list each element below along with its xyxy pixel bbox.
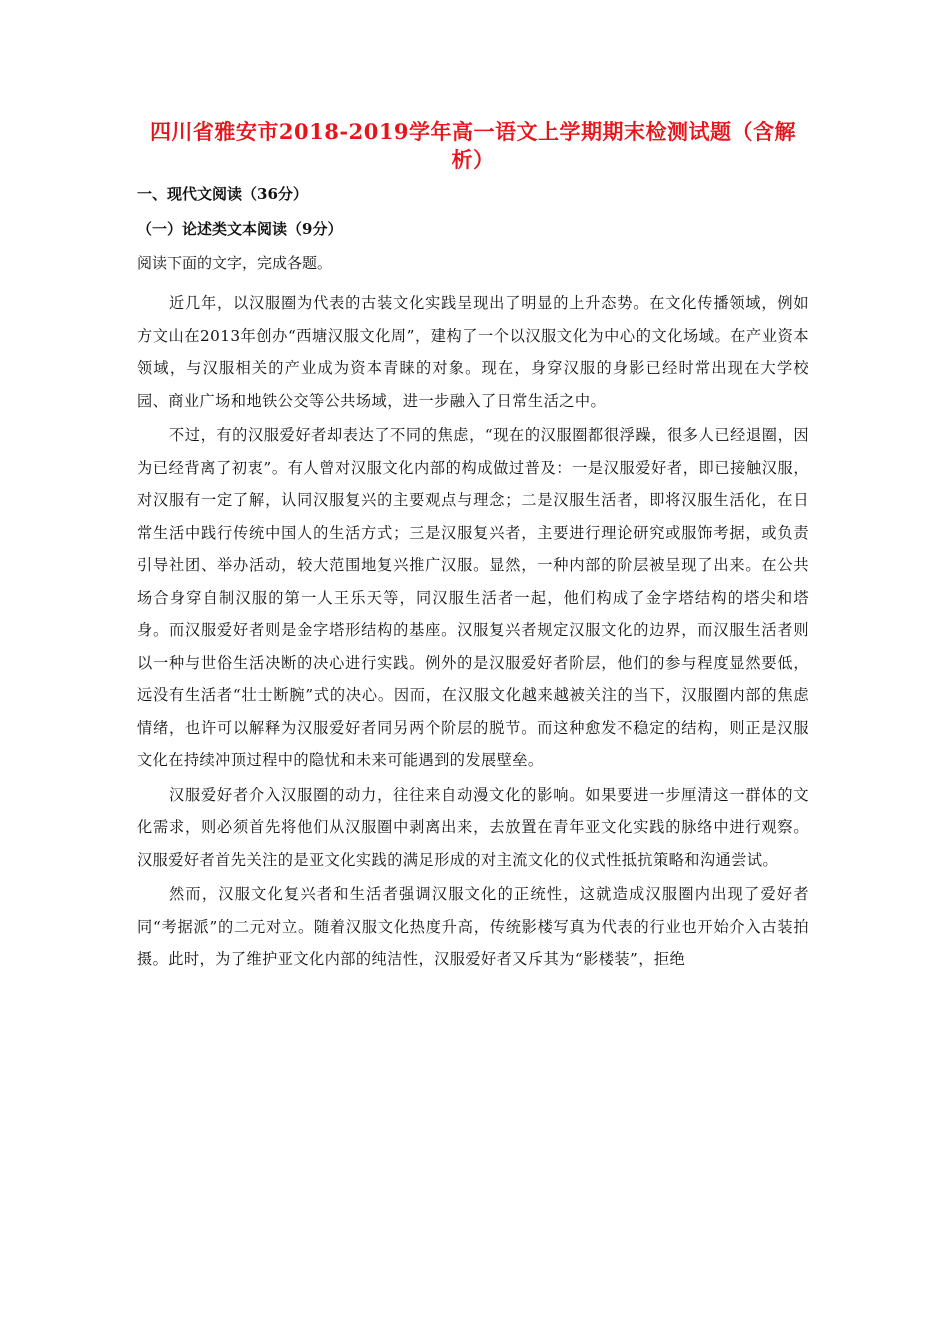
reading-instruction: 阅读下面的文字，完成各题。	[137, 254, 333, 272]
subsection-heading: （一）论述类文本阅读（9分）	[137, 220, 343, 238]
paragraph-2: 不过，有的汉服爱好者却表达了不同的焦虑，“现在的汉服圈都很浮躁，很多人已经退圈，因为已经背离了初衷”。有人曾对汉服文化内部的构成做过普及：一是汉服爱好者，即已接触汉服，对汉服有一定了解，认同汉服复兴的主要观点与理念；二是汉服生活者，即将汉服生活化，在日常生活中践行传统中国人的生活方式；三是汉服复兴者，主要进行理论研究或服饰考据，或负责引导社团、举办活动，较大范围地复兴推广汉服。显然，一种内部的阶层被呈现了出来。在公共场合身穿自制汉服的第一人王乐天等，同汉服生活者一起，他们构成了金字塔结构的塔尖和塔身。而汉服爱好者则是金字塔形结构的基座。汉服复兴者规定汉服文化的边界，而汉服生活者则以一种与世俗生活决断的决心进行实践。例外的是汉服爱好者阶层，他们的参与程度显然要低，远没有生活者“壮士断腕”式的决心。因而，在汉服文化越来越被关注的当下，汉服圈内部的焦虑情绪，也许可以解释为汉服爱好者同另两个阶层的脱节。而这种愈发不稳定的结构，则正是汉服文化在持续冲顶过程中的隐忧和未来可能遇到的发展壁垒。	[137, 426, 809, 769]
section-heading: 一、现代文阅读（36分）	[137, 185, 308, 203]
document-title: 四川省雅安市2018-2019学年高一语文上学期期末检测试题（含解析）	[149, 119, 797, 172]
paragraph-1: 近几年，以汉服圈为代表的古装文化实践呈现出了明显的上升态势。在文化传播领域，例如方文山在2013年创办“西塘汉服文化周”，建构了一个以汉服文化为中心的文化场域。在产业资本领域，与汉服相关的产业成为资本青睐的对象。现在，身穿汉服的身影已经时常出现在大学校园、商业广场和地铁公交等公共场域，进一步融入了日常生活之中。	[137, 294, 809, 410]
document-content	[137, 118, 809, 978]
paragraph-3: 汉服爱好者介入汉服圈的动力，往往来自动漫文化的影响。如果要进一步厘清这一群体的文化需求，则必须首先将他们从汉服圈中剥离出来，去放置在青年亚文化实践的脉络中进行观察。汉服爱好者首先关注的是亚文化实践的满足形成的对主流文化的仪式性抵抗策略和沟通尝试。	[137, 785, 809, 869]
paragraph-4: 然而，汉服文化复兴者和生活者强调汉服文化的正统性，这就造成汉服圈内出现了爱好者同“考据派”的二元对立。随着汉服文化热度升高，传统影楼写真为代表的行业也开始介入古装拍摄。此时，为了维护亚文化内部的纯洁性，汉服爱好者又斥其为“影楼装”，拒绝	[137, 885, 809, 968]
